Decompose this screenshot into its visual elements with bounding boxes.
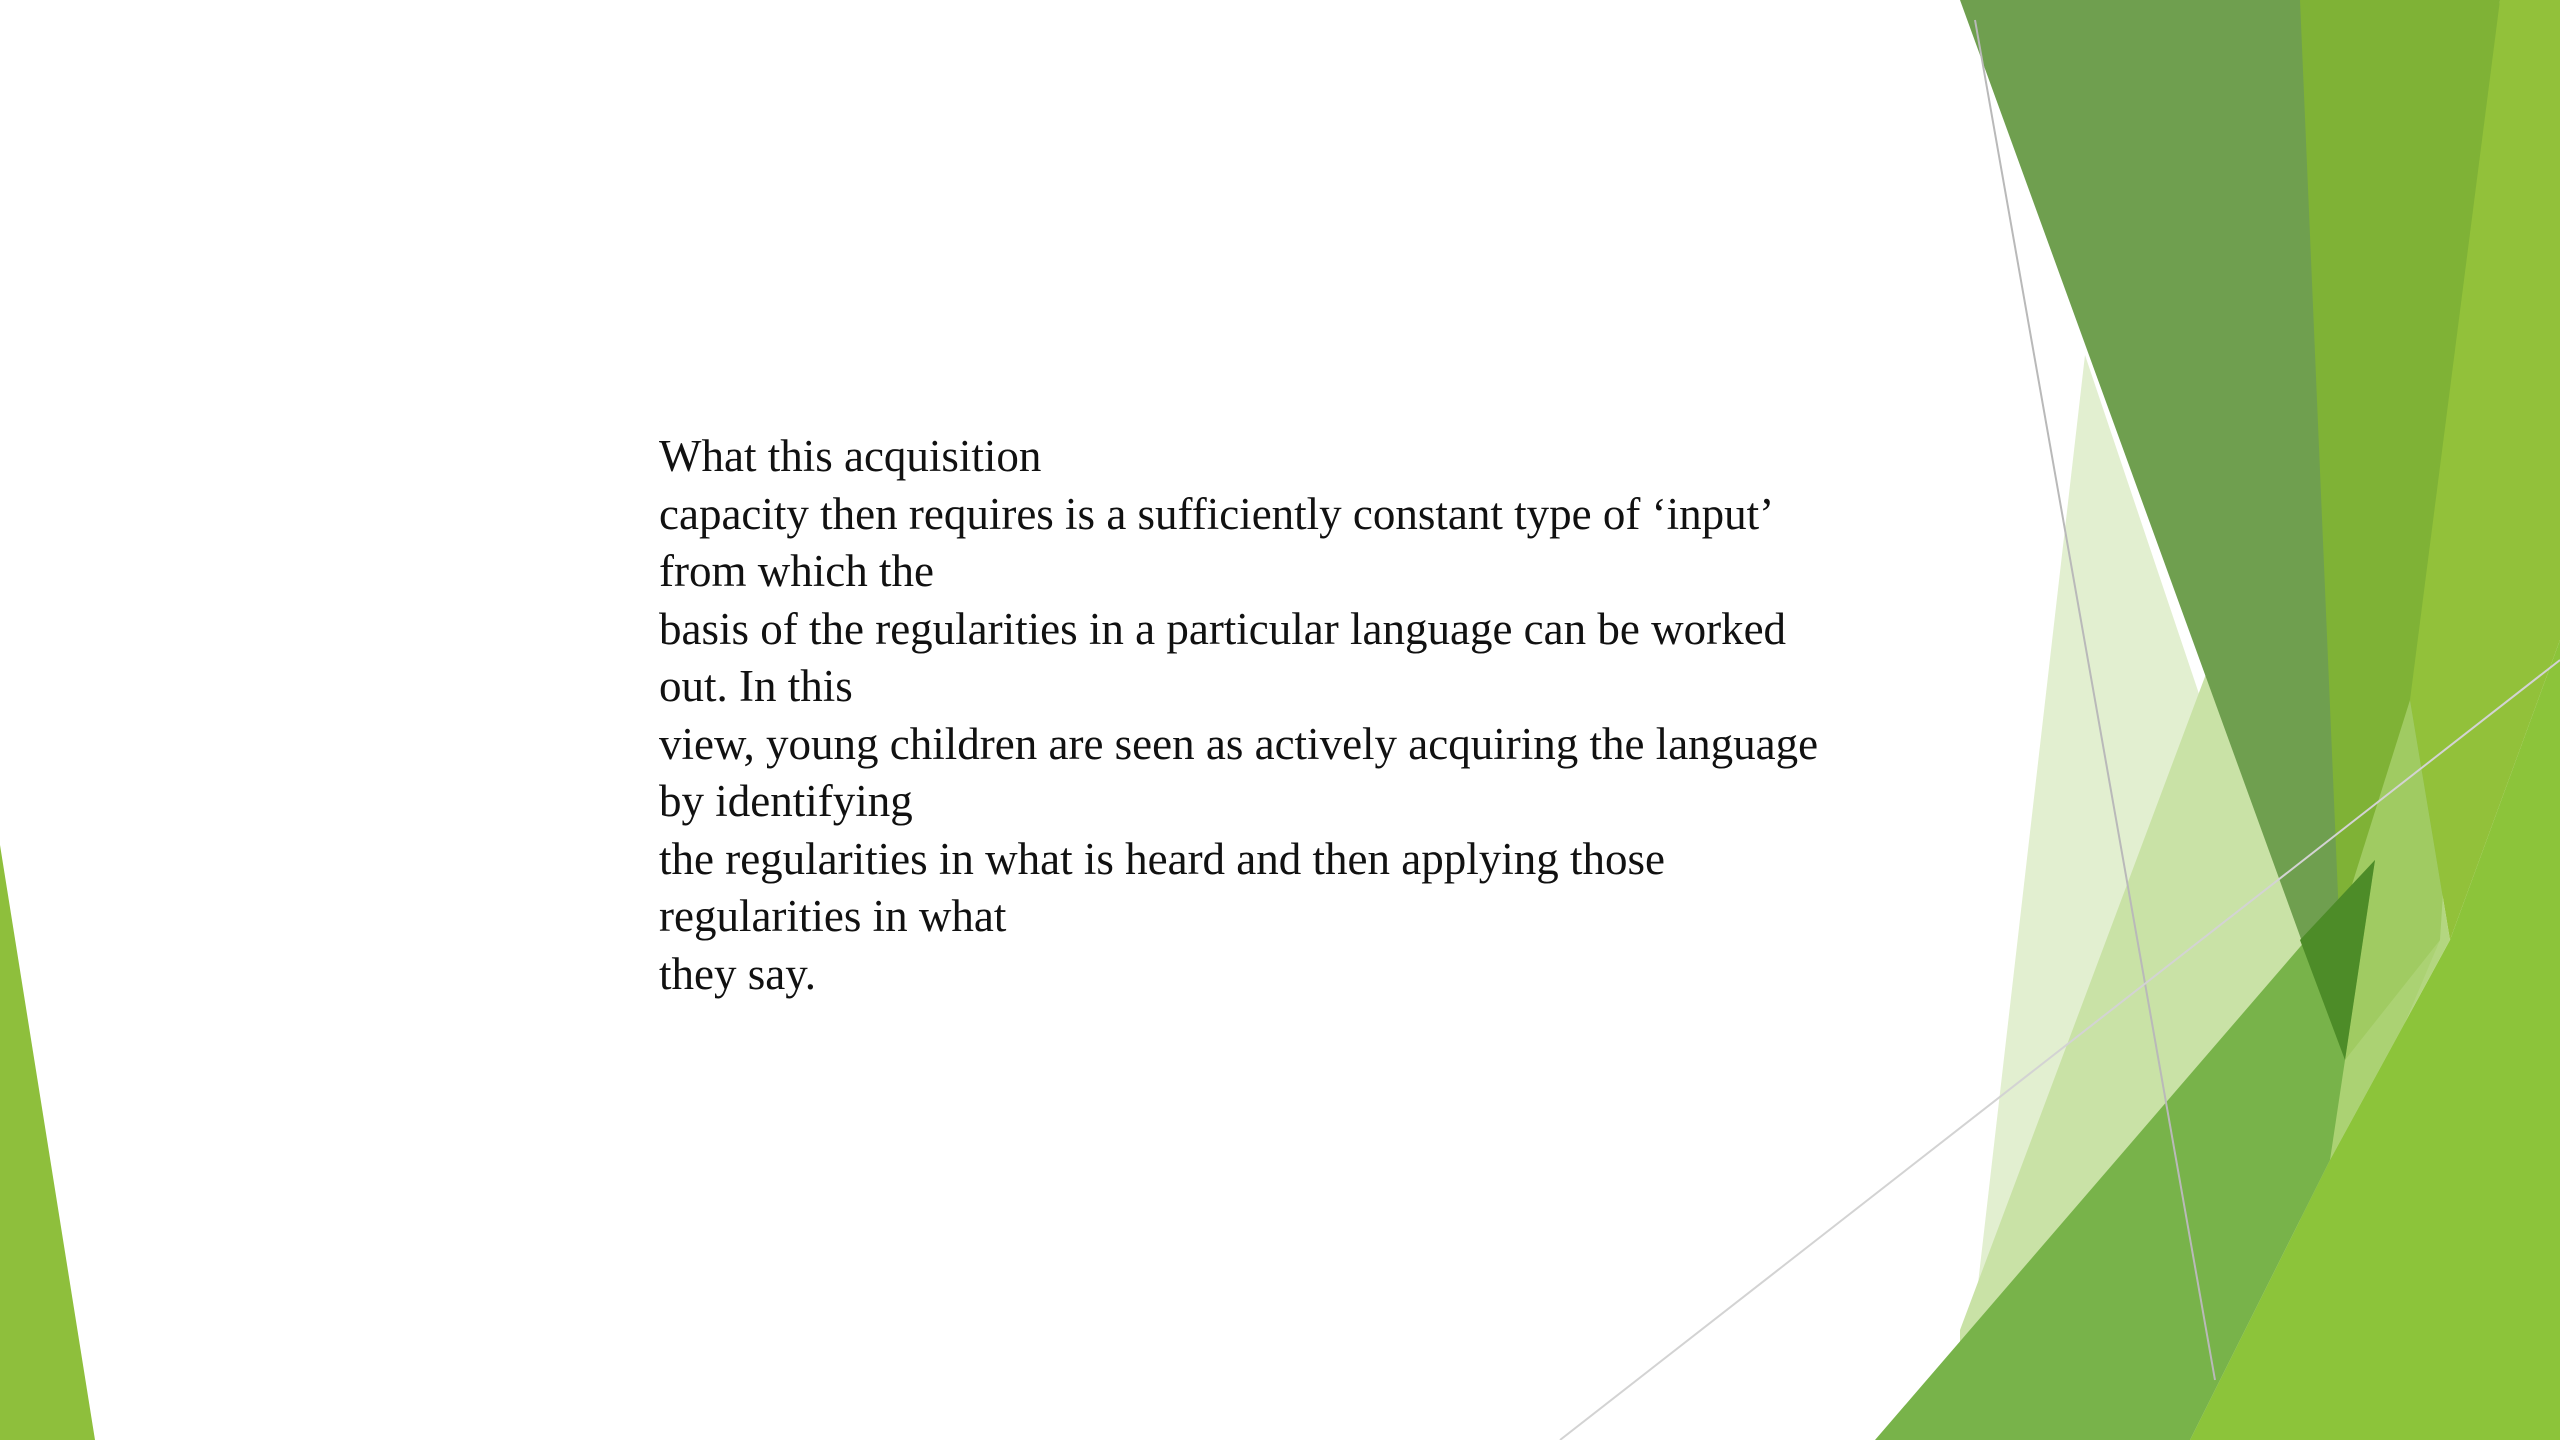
body-line: view, young children are seen as actively acquiring the language [659,718,1819,769]
slide-body-text [659,428,1919,1003]
body-line: regularities in what [659,891,1007,941]
body-line: basis of the regularities in a particular language can be worked [659,603,1787,654]
body-line: by identifying [659,776,913,826]
body-line: they say. [659,948,817,999]
body-line: out. In this [659,661,853,711]
body-line: What this acquisition [659,431,1042,481]
left-green-shape [0,845,95,1440]
body-line: capacity then requires is a sufficiently constant type of ‘input’ [659,488,1775,539]
body-line: from which the [659,546,934,596]
body-line: the regularities in what is heard and then applying those [659,833,1665,884]
